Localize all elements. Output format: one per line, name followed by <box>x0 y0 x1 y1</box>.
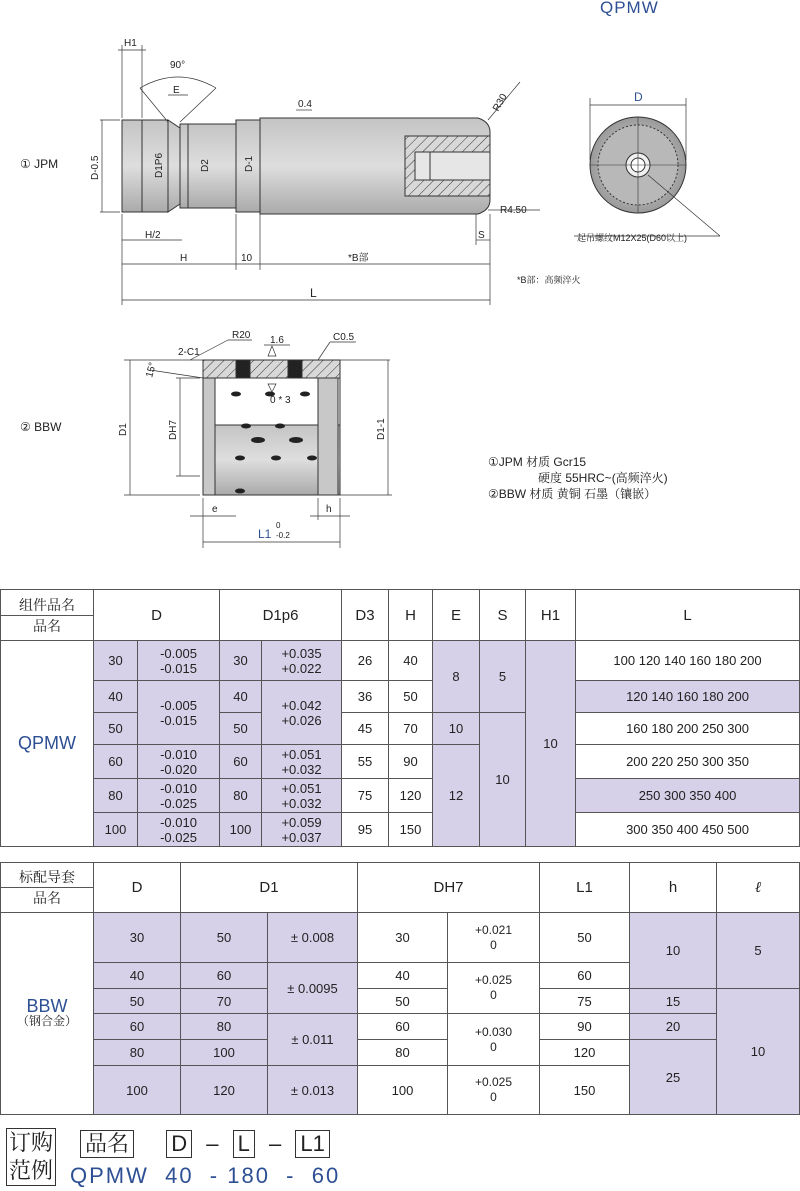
dim-l: L <box>310 286 317 300</box>
table-cell: ± 0.013 <box>268 1066 358 1115</box>
table-cell: 120 <box>389 779 433 813</box>
table2-product-name: BBW <box>26 995 68 1016</box>
dim-2-c1: 2-C1 <box>178 347 200 358</box>
end-view-note: 起吊螺纹M12X25(D60以上) <box>577 233 688 243</box>
dim-d-1: D-1 <box>244 155 255 172</box>
table-cell: 60 <box>94 1014 181 1040</box>
table-cell: 80 <box>181 1014 268 1040</box>
table-cell: 40 <box>358 963 448 989</box>
table-cell: 100 <box>181 1040 268 1066</box>
table-cell: 10 <box>526 641 576 847</box>
table-cell: 120 <box>540 1040 630 1066</box>
dim-h: H <box>180 253 188 264</box>
table-cell: 15 <box>630 989 717 1014</box>
table-cell: 50 <box>94 989 181 1014</box>
dim-h2: H/2 <box>145 230 161 241</box>
table2-corner-bottom: 品名 <box>33 890 61 906</box>
table1-header-d3: D3 <box>342 590 389 641</box>
order-format <box>80 1130 330 1158</box>
table-cell: 100 <box>94 813 138 847</box>
table-cell: -0.010 -0.020 <box>138 745 220 779</box>
dim-l1: L1 <box>258 527 272 541</box>
table-cell: -0.005 -0.015 <box>138 681 220 745</box>
materials-note <box>488 454 668 502</box>
table-cell: 60 <box>220 745 262 779</box>
dim-s: S <box>478 230 485 241</box>
table-cell: 60 <box>94 745 138 779</box>
dim-d1-1: D1-1 <box>376 418 387 440</box>
table-cell: +0.051 +0.032 <box>262 745 342 779</box>
table-cell: +0.030 0 <box>448 1014 540 1066</box>
dim-r30: R30 <box>491 92 510 114</box>
dim-ten: 10 <box>241 253 253 264</box>
table-cell: 50 <box>94 713 138 745</box>
dim-e-small: e <box>212 504 218 515</box>
dim-angle: 90° <box>170 60 186 71</box>
table2-header-h: h <box>630 863 717 913</box>
table-cell: 10 <box>630 913 717 989</box>
material-line-1: ①JPM 材质 Gcr15 <box>488 455 587 469</box>
table-cell: 25 <box>630 1040 717 1115</box>
order-field-l1: L1 <box>295 1130 329 1158</box>
table-cell: 90 <box>540 1014 630 1040</box>
order-field-d: D <box>166 1130 192 1158</box>
dim-e: E <box>173 85 180 96</box>
table1-header-h1: H1 <box>526 590 576 641</box>
table-cell: 100 <box>220 813 262 847</box>
table-cell: 10 <box>717 989 800 1115</box>
dim-l1-low: -0.2 <box>276 531 290 540</box>
dim-l1-up: 0 <box>276 521 281 530</box>
table-cell: ± 0.011 <box>268 1014 358 1066</box>
b-part-note: *B部：高频淬火 <box>517 275 581 285</box>
table-cell: 10 <box>480 713 526 847</box>
table-cell: 100 <box>358 1066 448 1115</box>
model-title: QPMW <box>600 0 659 17</box>
dim-d2: D2 <box>200 159 211 172</box>
material-line-3: ②BBW 材质 黄铜 石墨（镶嵌） <box>488 487 657 501</box>
table-cell: ± 0.0095 <box>268 963 358 1014</box>
order-label-top: 订购 <box>9 1130 54 1155</box>
table-cell: 100 <box>94 1066 181 1115</box>
table-cell: 200 220 250 300 350 <box>576 745 800 779</box>
table-cell: +0.042 +0.026 <box>262 681 342 745</box>
table-cell: 75 <box>342 779 389 813</box>
table-cell: 75 <box>540 989 630 1014</box>
table1-corner-top: 组件品名 <box>1 595 93 616</box>
table-cell: 95 <box>342 813 389 847</box>
table2-header-l1: L1 <box>540 863 630 913</box>
jpm-label: ① JPM <box>20 157 59 171</box>
dim-c05: C0.5 <box>333 332 355 343</box>
table-cell: 150 <box>389 813 433 847</box>
dim-r450: R4.50 <box>500 205 527 216</box>
qpmw-spec-table <box>0 589 800 847</box>
table-cell: 50 <box>389 681 433 713</box>
dim-r04: 0.4 <box>298 99 312 110</box>
table-cell: 120 140 160 180 200 <box>576 681 800 713</box>
table-cell: +0.051 +0.032 <box>262 779 342 813</box>
order-label-box <box>6 1128 56 1186</box>
technical-drawing <box>0 0 800 585</box>
dim-d1-bbw: D1 <box>118 423 129 436</box>
table-cell: -0.010 -0.025 <box>138 779 220 813</box>
table-cell: 12 <box>433 745 480 847</box>
table-cell: 30 <box>94 913 181 963</box>
table-cell: 60 <box>181 963 268 989</box>
table2-header-dh7: DH7 <box>358 863 540 913</box>
table-cell: 30 <box>358 913 448 963</box>
table-cell: 40 <box>389 641 433 681</box>
table-cell: ± 0.008 <box>268 913 358 963</box>
material-line-2: 硬度 55HRC~(高频淬火) <box>538 471 668 485</box>
table-cell: 36 <box>342 681 389 713</box>
dim-dh7: DH7 <box>168 419 179 440</box>
table-cell: 10 <box>433 713 480 745</box>
table-cell: 5 <box>480 641 526 713</box>
dim-h-small: h <box>326 504 332 515</box>
table1-corner-bottom: 品名 <box>33 617 61 634</box>
order-dash: – <box>206 1131 219 1156</box>
end-view-d: D <box>634 90 643 104</box>
table-cell: 80 <box>220 779 262 813</box>
table2-product-sub: （钢合金） <box>16 1013 77 1028</box>
table-cell: 250 300 350 400 <box>576 779 800 813</box>
table-cell: -0.010 -0.025 <box>138 813 220 847</box>
table-cell: 30 <box>94 641 138 681</box>
table2-product <box>1 913 94 1115</box>
table-cell: 8 <box>433 641 480 713</box>
table-cell: 90 <box>389 745 433 779</box>
order-field-name: 品名 <box>80 1130 134 1158</box>
table2-corner <box>1 863 94 913</box>
table2-header-d: D <box>94 863 181 913</box>
table1-header-d: D <box>94 590 220 641</box>
order-dash: – <box>269 1131 282 1156</box>
table1-header-h: H <box>389 590 433 641</box>
table-cell: 300 350 400 450 500 <box>576 813 800 847</box>
dim-h1: H1 <box>124 38 137 49</box>
table-cell: 50 <box>181 913 268 963</box>
table1-header-s: S <box>480 590 526 641</box>
table1-product: QPMW <box>1 641 94 847</box>
table2-header-ell: ℓ <box>717 863 800 913</box>
table-cell: 40 <box>94 681 138 713</box>
table-cell: 70 <box>389 713 433 745</box>
table-cell: 120 <box>181 1066 268 1115</box>
table1-header-e: E <box>433 590 480 641</box>
jpm-pin <box>122 118 490 214</box>
table-cell: 50 <box>358 989 448 1014</box>
table-cell: -0.005 -0.015 <box>138 641 220 681</box>
table-cell: 40 <box>220 681 262 713</box>
table-cell: 45 <box>342 713 389 745</box>
table-cell: 60 <box>540 963 630 989</box>
dim-r20: R20 <box>232 330 251 341</box>
bbw-spec-table <box>0 862 800 1115</box>
table2-corner-top: 标配导套 <box>1 867 93 888</box>
table-cell: 55 <box>342 745 389 779</box>
dim-1-6: 1.6 <box>270 335 284 346</box>
end-view <box>590 117 686 213</box>
dim-b-part: *B部 <box>348 253 369 264</box>
bbw-bushing <box>203 360 340 495</box>
table1-header-d1p6: D1p6 <box>220 590 342 641</box>
dim-15deg: 15° <box>144 361 159 379</box>
table-cell: +0.025 0 <box>448 963 540 1014</box>
table-cell: +0.025 0 <box>448 1066 540 1115</box>
table-cell: 80 <box>94 779 138 813</box>
order-example: QPMW 40 - 180 - 60 <box>70 1163 341 1188</box>
table-cell: 160 180 200 250 300 <box>576 713 800 745</box>
table-cell: 26 <box>342 641 389 681</box>
table-cell: 60 <box>358 1014 448 1040</box>
dim-d05: D-0.5 <box>90 155 101 180</box>
table-cell: 30 <box>220 641 262 681</box>
table1-corner <box>1 590 94 641</box>
table2-header-d1: D1 <box>181 863 358 913</box>
table-cell: 80 <box>358 1040 448 1066</box>
table-cell: 50 <box>220 713 262 745</box>
dim-tol03: 0 * 3 <box>270 395 291 406</box>
table-cell: 50 <box>540 913 630 963</box>
table-cell: 20 <box>630 1014 717 1040</box>
table-cell: 100 120 140 160 180 200 <box>576 641 800 681</box>
order-field-l: L <box>233 1130 255 1158</box>
order-label-bottom: 范例 <box>9 1158 54 1183</box>
table-cell: 80 <box>94 1040 181 1066</box>
table-cell: +0.059 +0.037 <box>262 813 342 847</box>
table-cell: +0.021 0 <box>448 913 540 963</box>
table-cell: 40 <box>94 963 181 989</box>
table1-header-l: L <box>576 590 800 641</box>
bbw-label: ② BBW <box>20 420 62 434</box>
dim-d1p6: D1P6 <box>154 152 165 178</box>
table-cell: 70 <box>181 989 268 1014</box>
table-cell: 5 <box>717 913 800 989</box>
table-cell: +0.035 +0.022 <box>262 641 342 681</box>
table-cell: 150 <box>540 1066 630 1115</box>
